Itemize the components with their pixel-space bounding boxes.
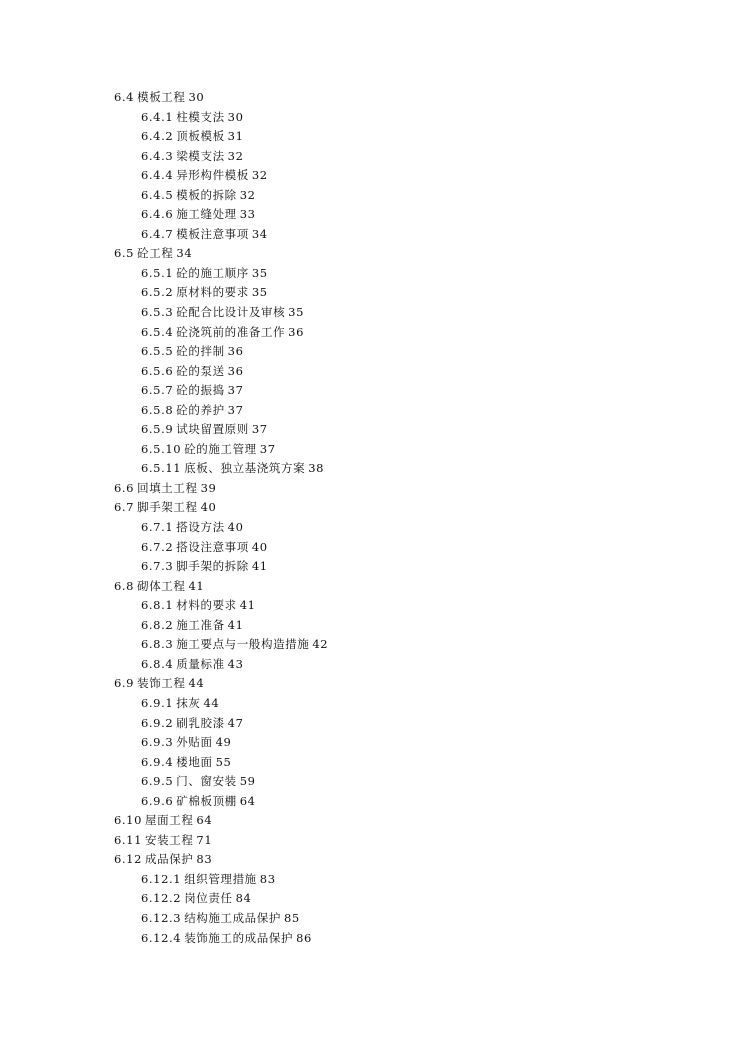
toc-subsection-entry[interactable] bbox=[114, 264, 694, 284]
toc-entry-title: 门、窗安装 bbox=[176, 774, 237, 789]
toc-entry-number: 6.5 bbox=[114, 246, 135, 261]
toc-entry-number: 6.8.2 bbox=[141, 617, 174, 632]
toc-entry-title: 砼浇筑前的准备工作 bbox=[176, 324, 286, 339]
toc-subsection-entry[interactable] bbox=[114, 225, 694, 245]
toc-subsection-entry[interactable] bbox=[114, 655, 694, 675]
toc-entry-number: 6.8.1 bbox=[141, 598, 174, 613]
toc-entry-page-number: 36 bbox=[227, 363, 244, 378]
toc-entry-title: 刷乳胶漆 bbox=[176, 715, 225, 730]
toc-entry-page-number: 83 bbox=[259, 871, 276, 886]
toc-entry-title: 外贴面 bbox=[176, 735, 213, 750]
toc-entry-page-number: 37 bbox=[259, 441, 276, 456]
toc-entry-title: 砼的泵送 bbox=[176, 363, 225, 378]
toc-entry-page-number: 32 bbox=[251, 168, 268, 183]
toc-entry-page-number: 33 bbox=[239, 207, 256, 222]
toc-entry-page-number: 30 bbox=[227, 109, 244, 124]
toc-subsection-entry[interactable] bbox=[114, 401, 694, 421]
toc-entry-title: 模板的拆除 bbox=[176, 187, 237, 202]
toc-entry-page-number: 32 bbox=[239, 187, 256, 202]
toc-subsection-entry[interactable] bbox=[114, 205, 694, 225]
toc-entry-title: 抹灰 bbox=[176, 695, 201, 710]
toc-subsection-entry[interactable] bbox=[114, 596, 694, 616]
toc-entry-page-number: 37 bbox=[227, 383, 244, 398]
toc-entry-title: 装饰工程 bbox=[137, 676, 186, 691]
toc-entry-title: 脚手架工程 bbox=[137, 500, 198, 515]
toc-entry-page-number: 41 bbox=[251, 559, 268, 574]
toc-section-entry[interactable] bbox=[114, 831, 694, 851]
toc-subsection-entry[interactable] bbox=[114, 323, 694, 343]
toc-entry-page-number: 84 bbox=[235, 891, 252, 906]
toc-entry-title: 原材料的要求 bbox=[176, 285, 249, 300]
toc-section-entry[interactable] bbox=[114, 811, 694, 831]
toc-subsection-entry[interactable] bbox=[114, 518, 694, 538]
toc-entry-number: 6.5.2 bbox=[141, 285, 174, 300]
toc-entry-page-number: 37 bbox=[251, 422, 268, 437]
toc-entry-number: 6.4.2 bbox=[141, 129, 174, 144]
toc-entry-title: 模板工程 bbox=[137, 90, 186, 104]
toc-entry-page-number: 39 bbox=[200, 480, 217, 495]
toc-subsection-entry[interactable] bbox=[114, 538, 694, 558]
toc-entry-page-number: 47 bbox=[227, 715, 244, 730]
toc-entry-title: 砼工程 bbox=[137, 246, 174, 261]
toc-entry-number: 6.8.3 bbox=[141, 637, 174, 652]
toc-entry-page-number: 44 bbox=[203, 695, 220, 710]
toc-entry-title: 施工要点与一般构造措施 bbox=[176, 637, 310, 652]
toc-entry-title: 成品保护 bbox=[145, 852, 194, 867]
toc-entry-page-number: 43 bbox=[227, 656, 244, 671]
toc-section-entry[interactable] bbox=[114, 479, 694, 499]
toc-section-entry[interactable] bbox=[114, 674, 694, 694]
toc-entry-title: 楼地面 bbox=[176, 754, 213, 769]
toc-entry-title: 岗位责任 bbox=[184, 891, 233, 906]
toc-entry-page-number: 37 bbox=[227, 402, 244, 417]
toc-subsection-entry[interactable] bbox=[114, 753, 694, 773]
toc-entry-number: 6.5.7 bbox=[141, 383, 174, 398]
toc-entry-number: 6.4 bbox=[114, 90, 135, 104]
toc-entry-number: 6.6 bbox=[114, 480, 135, 495]
toc-entry-number: 6.12 bbox=[114, 852, 143, 867]
toc-entry-title: 顶板模板 bbox=[176, 129, 225, 144]
toc-entry-page-number: 34 bbox=[176, 246, 193, 261]
toc-entry-title: 梁模支法 bbox=[176, 148, 225, 163]
toc-entry-number: 6.4.4 bbox=[141, 168, 174, 183]
toc-entry-title: 搭设方法 bbox=[176, 520, 225, 535]
toc-entry-number: 6.7.1 bbox=[141, 520, 174, 535]
toc-entry-number: 6.12.4 bbox=[141, 930, 182, 945]
toc-entry-page-number: 32 bbox=[227, 148, 244, 163]
toc-entry-title: 底板、独立基浇筑方案 bbox=[184, 461, 306, 476]
toc-entry-number: 6.8.4 bbox=[141, 656, 174, 671]
toc-entry-title: 砼的振捣 bbox=[176, 383, 225, 398]
toc-subsection-entry[interactable] bbox=[114, 733, 694, 753]
toc-entry-title: 砼的养护 bbox=[176, 402, 225, 417]
toc-entry-number: 6.9.5 bbox=[141, 774, 174, 789]
toc-subsection-entry[interactable] bbox=[114, 714, 694, 734]
toc-section-entry[interactable] bbox=[114, 244, 694, 264]
toc-entry-title: 砼的拌制 bbox=[176, 344, 225, 359]
toc-entry-page-number: 40 bbox=[251, 539, 268, 554]
toc-entry-title: 柱模支法 bbox=[176, 109, 225, 124]
toc-entry-number: 6.8 bbox=[114, 578, 135, 593]
toc-entry-number: 6.11 bbox=[114, 832, 143, 847]
toc-entry-number: 6.9 bbox=[114, 676, 135, 691]
toc-entry-title: 砼配合比设计及审核 bbox=[176, 305, 286, 320]
toc-subsection-entry[interactable] bbox=[114, 772, 694, 792]
toc-entry-title: 异形构件模板 bbox=[176, 168, 249, 183]
toc-entry-number: 6.5.9 bbox=[141, 422, 174, 437]
toc-entry-number: 6.12.2 bbox=[141, 891, 182, 906]
toc-entry-title: 搭设注意事项 bbox=[176, 539, 249, 554]
toc-entry-number: 6.9.3 bbox=[141, 735, 174, 750]
toc-subsection-entry[interactable] bbox=[114, 792, 694, 812]
toc-subsection-entry[interactable] bbox=[114, 381, 694, 401]
toc-entry-number: 6.5.5 bbox=[141, 344, 174, 359]
toc-entry-number: 6.9.2 bbox=[141, 715, 174, 730]
toc-section-entry[interactable] bbox=[114, 577, 694, 597]
toc-entry-page-number: 34 bbox=[251, 226, 268, 241]
toc-entry-number: 6.5.11 bbox=[141, 461, 182, 476]
toc-entry-number: 6.5.4 bbox=[141, 324, 174, 339]
toc-subsection-entry[interactable] bbox=[114, 420, 694, 440]
toc-subsection-entry[interactable] bbox=[114, 108, 694, 128]
toc-subsection-entry[interactable] bbox=[114, 459, 694, 479]
toc-subsection-entry[interactable] bbox=[114, 362, 694, 382]
toc-entry-page-number: 30 bbox=[188, 90, 205, 104]
toc-entry-page-number: 35 bbox=[251, 285, 268, 300]
toc-entry-number: 6.9.1 bbox=[141, 695, 174, 710]
toc-entry-page-number: 83 bbox=[196, 852, 213, 867]
toc-entry-number: 6.12.3 bbox=[141, 910, 182, 925]
toc-entry-title: 装饰施工的成品保护 bbox=[184, 930, 294, 945]
toc-entry-page-number: 40 bbox=[200, 500, 217, 515]
toc-entry-page-number: 86 bbox=[296, 930, 312, 945]
toc-subsection-entry[interactable] bbox=[114, 929, 694, 949]
toc-entry-number: 6.5.3 bbox=[141, 305, 174, 320]
toc-entry-title: 屋面工程 bbox=[145, 813, 194, 828]
toc-entry-title: 组织管理措施 bbox=[184, 871, 257, 886]
toc-entry-page-number: 59 bbox=[239, 774, 256, 789]
toc-entry-title: 试块留置原则 bbox=[176, 422, 249, 437]
toc-entry-page-number: 38 bbox=[308, 461, 325, 476]
toc-subsection-entry[interactable] bbox=[114, 616, 694, 636]
toc-entry-page-number: 85 bbox=[284, 910, 300, 925]
toc-entry-number: 6.7.2 bbox=[141, 539, 174, 554]
toc-entry-number: 6.5.1 bbox=[141, 265, 174, 280]
toc-entry-title: 砼的施工顺序 bbox=[176, 265, 249, 280]
toc-entry-number: 6.4.1 bbox=[141, 109, 174, 124]
toc-entry-number: 6.9.4 bbox=[141, 754, 174, 769]
toc-entry-page-number: 41 bbox=[239, 598, 256, 613]
toc-subsection-entry[interactable] bbox=[114, 166, 694, 186]
toc-entry-number: 6.5.10 bbox=[141, 441, 182, 456]
toc-entry-number: 6.5.6 bbox=[141, 363, 174, 378]
table-of-contents bbox=[114, 88, 694, 948]
toc-entry-title: 砼的施工管理 bbox=[184, 441, 257, 456]
toc-subsection-entry[interactable] bbox=[114, 127, 694, 147]
toc-section-entry[interactable] bbox=[114, 88, 694, 108]
toc-subsection-entry[interactable] bbox=[114, 186, 694, 206]
toc-subsection-entry[interactable] bbox=[114, 694, 694, 714]
toc-entry-page-number: 64 bbox=[196, 813, 213, 828]
toc-entry-title: 材料的要求 bbox=[176, 598, 237, 613]
toc-entry-title: 回填土工程 bbox=[137, 480, 198, 495]
toc-subsection-entry[interactable] bbox=[114, 635, 694, 655]
toc-entry-title: 矿棉板顶棚 bbox=[176, 793, 237, 808]
toc-subsection-entry[interactable] bbox=[114, 909, 694, 929]
toc-entry-page-number: 41 bbox=[188, 578, 205, 593]
toc-entry-number: 6.4.7 bbox=[141, 226, 174, 241]
toc-entry-title: 模板注意事项 bbox=[176, 226, 249, 241]
toc-entry-number: 6.4.6 bbox=[141, 207, 174, 222]
toc-entry-page-number: 44 bbox=[188, 676, 205, 691]
toc-entry-title: 质量标准 bbox=[176, 656, 225, 671]
toc-subsection-entry[interactable] bbox=[114, 303, 694, 323]
toc-entry-page-number: 41 bbox=[227, 617, 244, 632]
toc-entry-page-number: 49 bbox=[215, 735, 232, 750]
toc-entry-title: 安装工程 bbox=[145, 832, 194, 847]
toc-entry-page-number: 64 bbox=[239, 793, 256, 808]
toc-entry-page-number: 35 bbox=[288, 305, 305, 320]
toc-subsection-entry[interactable] bbox=[114, 870, 694, 890]
toc-entry-number: 6.4.3 bbox=[141, 148, 174, 163]
toc-entry-page-number: 71 bbox=[196, 832, 213, 847]
toc-subsection-entry[interactable] bbox=[114, 342, 694, 362]
toc-entry-page-number: 36 bbox=[288, 324, 305, 339]
toc-entry-page-number: 36 bbox=[227, 344, 244, 359]
toc-entry-title: 砌体工程 bbox=[137, 578, 186, 593]
toc-entry-page-number: 31 bbox=[227, 129, 244, 144]
toc-entry-number: 6.5.8 bbox=[141, 402, 174, 417]
toc-section-entry[interactable] bbox=[114, 498, 694, 518]
toc-entry-number: 6.9.6 bbox=[141, 793, 174, 808]
toc-entry-title: 结构施工成品保护 bbox=[184, 910, 281, 925]
toc-subsection-entry[interactable] bbox=[114, 147, 694, 167]
toc-section-entry[interactable] bbox=[114, 850, 694, 870]
toc-entry-number: 6.12.1 bbox=[141, 871, 182, 886]
toc-entry-page-number: 35 bbox=[251, 265, 268, 280]
toc-subsection-entry[interactable] bbox=[114, 283, 694, 303]
toc-entry-number: 6.7.3 bbox=[141, 559, 174, 574]
toc-subsection-entry[interactable] bbox=[114, 889, 694, 909]
toc-entry-number: 6.7 bbox=[114, 500, 135, 515]
toc-entry-title: 施工准备 bbox=[176, 617, 225, 632]
toc-entry-title: 脚手架的拆除 bbox=[176, 559, 249, 574]
toc-entry-number: 6.10 bbox=[114, 813, 143, 828]
toc-entry-page-number: 42 bbox=[312, 637, 329, 652]
toc-entry-number: 6.4.5 bbox=[141, 187, 174, 202]
toc-subsection-entry[interactable] bbox=[114, 557, 694, 577]
toc-entry-page-number: 55 bbox=[215, 754, 232, 769]
toc-entry-page-number: 40 bbox=[227, 520, 244, 535]
toc-entry-title: 施工缝处理 bbox=[176, 207, 237, 222]
toc-subsection-entry[interactable] bbox=[114, 440, 694, 460]
